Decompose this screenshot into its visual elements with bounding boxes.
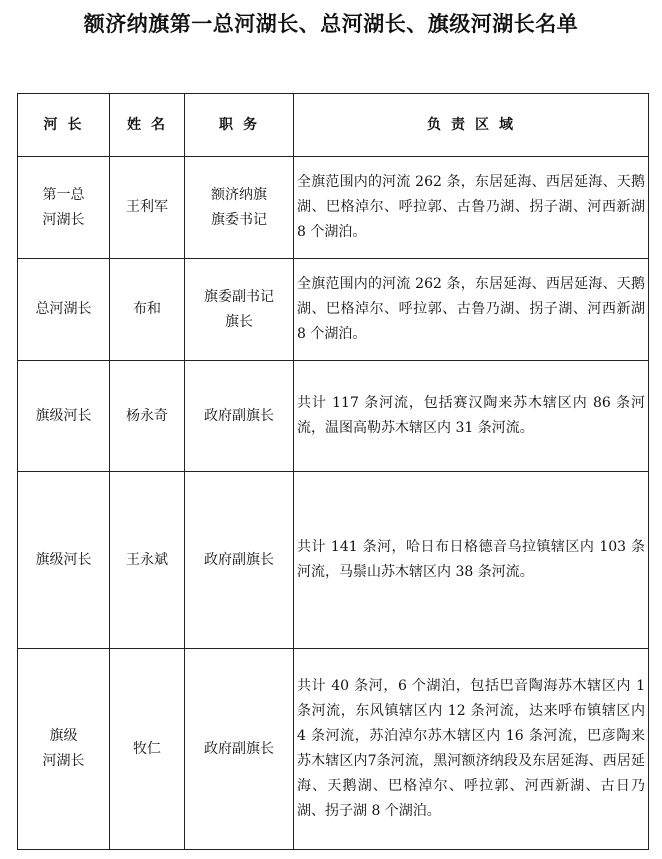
area-cell: 全旗范围内的河流 262 条，东居延海、西居延海、天鹅湖、巴格淖尔、呼拉郭、古鲁乃湖、拐子湖、河西新湖 8 个湖泊。 [294, 259, 649, 361]
name-cell: 布和 [110, 259, 185, 361]
role-line: 旗级河长 [35, 551, 92, 568]
role-cell [18, 259, 110, 361]
post-line: 旗委副书记 [204, 288, 274, 305]
table-row [18, 649, 649, 850]
role-cell [18, 472, 110, 649]
name-cell: 王利军 [110, 157, 185, 259]
area-cell: 共计 40 条河，6 个湖泊，包括巴音陶海苏木辖区内 1 条河流，东风镇辖区内 12 条河流，达来呼布镇辖区内 4 条河流，苏泊淖尔苏木辖区内 16 条河流，巴彦陶来苏木辖区内7条河流，黑河额济纳段及东居延海、西居延海、天鹅湖、巴格淖尔、呼拉郭、河西新湖、古日乃湖、拐子湖 8 个湖泊。 [294, 649, 649, 850]
page-title: 额济纳旗第一总河湖长、总河湖长、旗级河湖长名单 [83, 12, 579, 36]
table-row [18, 157, 649, 259]
role-cell [18, 157, 110, 259]
post-line: 额济纳旗 [211, 186, 267, 203]
role-line: 河湖长 [42, 211, 85, 228]
table-row [18, 361, 649, 472]
header-post: 职务 [185, 94, 294, 157]
post-cell [185, 472, 294, 649]
post-line: 政府副旗长 [204, 740, 274, 757]
post-cell [185, 157, 294, 259]
role-line: 第一总 [42, 186, 85, 203]
table-header-row [18, 94, 649, 157]
post-cell [185, 361, 294, 472]
post-cell [185, 259, 294, 361]
area-cell: 共计 117 条河流，包括赛汉陶来苏木辖区内 86 条河流，温图高勒苏木辖区内 31 条河流。 [294, 361, 649, 472]
role-line: 旗级 [49, 728, 78, 744]
name-cell: 牧仁 [110, 649, 185, 850]
name-cell: 杨永奇 [110, 361, 185, 472]
role-cell [18, 361, 110, 472]
header-area: 负责区域 [294, 94, 649, 157]
name-cell: 王永斌 [110, 472, 185, 649]
table-row [18, 472, 649, 649]
post-cell [185, 649, 294, 850]
header-name: 姓名 [110, 94, 185, 157]
role-line: 旗级河长 [35, 407, 92, 424]
role-cell [18, 649, 110, 850]
area-cell: 全旗范围内的河流 262 条，东居延海、西居延海、天鹅湖、巴格淖尔、呼拉郭、古鲁乃湖、拐子湖、河西新湖 8 个湖泊。 [294, 157, 649, 259]
post-line: 旗长 [225, 313, 253, 330]
role-line: 河湖长 [42, 753, 85, 769]
post-line: 政府副旗长 [204, 551, 274, 568]
table-row [18, 259, 649, 361]
role-line: 总河湖长 [35, 301, 92, 317]
post-line: 旗委书记 [211, 211, 267, 228]
river-chief-table [17, 93, 649, 850]
post-line: 政府副旗长 [204, 407, 274, 424]
area-cell: 共计 141 条河，哈日布日格德音乌拉镇辖区内 103 条河流，马鬃山苏木辖区内 38 条河流。 [294, 472, 649, 649]
header-role: 河长 [18, 94, 110, 157]
